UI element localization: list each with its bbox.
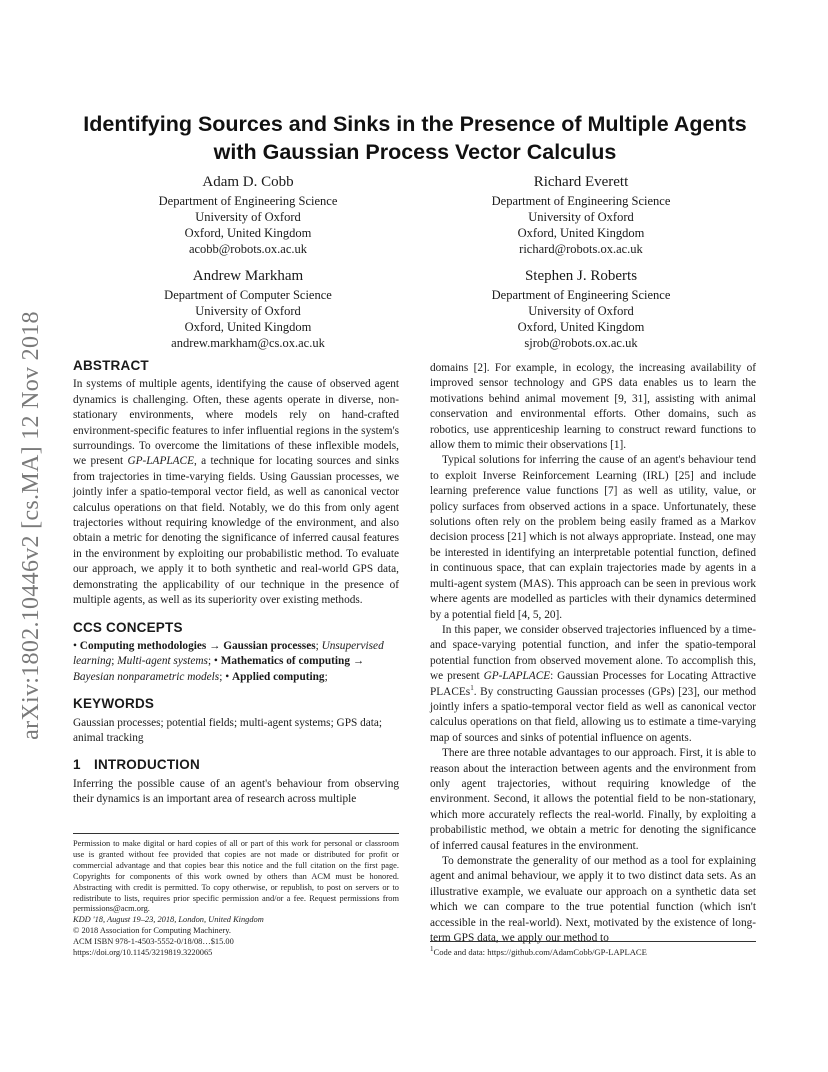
author-department: Department of Computer Science	[164, 288, 332, 302]
paper-title: Identifying Sources and Sinks in the Presence of Multiple Agents with Gaussian Process Vector Calculus	[83, 112, 747, 164]
arxiv-id-text: arXiv:1802.10446v2 [cs.MA] 12 Nov 2018	[17, 310, 44, 740]
body-paragraph: There are three notable advantages to our approach. First, it is able to reason about the interaction between agents and the environment from only agent trajectories, without requiring knowledge of the environment. Second, it allows the potential field to be non-stationary, which more accurately reflects the real-world. Finally, by exploiting a probabilistic method, we obtain a metric for denoting the significance of inferred causal features in the environment.	[430, 747, 756, 852]
paragraph-part: . By constructing Gaussian processes (GPs) [23], our method jointly infers a spatio-temporal vector field as well as canonical vector calculus operations on that field, allowing us to estimate a time-varying map of sources and sinks of potential influence on agents.	[430, 685, 756, 744]
keywords-section	[73, 696, 399, 746]
abstract-heading: ABSTRACT	[73, 358, 149, 373]
ccs-term: Mathematics of computing	[220, 655, 350, 668]
abstract-text-part: , a technique for locating sources and sinks from trajectories in time-varying fields. Using Gaussian processes, we jointly infer a spatio-temporal vector field, as well as canonical vector calculus operations on that field. Notably, we do this from only agent trajectories without requiring knowledge of the environment, and also obtain a metric for denoting the significance of inferred causal features in the environment by exploiting our probabilistic method. To evaluate our approach, we apply it to both synthetic and real-world GPS data, demonstrating the applicability of our technique in the presence of multiple agents, as well as its superiority over existing methods.	[73, 455, 399, 607]
author-name: Andrew Markham	[192, 268, 304, 284]
keywords-heading: KEYWORDS	[73, 696, 155, 712]
permission-notice	[73, 833, 399, 959]
bullet: •	[225, 670, 230, 683]
author-university: University of Oxford	[195, 304, 301, 318]
ccs-term: Unsupervised learning	[73, 639, 384, 668]
ccs-term: Gaussian processes	[223, 639, 316, 652]
separator: ;	[315, 639, 322, 652]
author-location: Oxford, United Kingdom	[517, 226, 645, 240]
ccs-term: Computing methodologies	[79, 639, 207, 652]
introduction-section	[73, 757, 399, 807]
separator: ;	[324, 670, 328, 683]
author-university: University of Oxford	[528, 304, 634, 318]
bullet: •	[73, 639, 77, 652]
author-block-4	[431, 267, 731, 351]
ccs-term: Bayesian nonparametric models	[73, 670, 220, 683]
author-location: Oxford, United Kingdom	[184, 320, 312, 334]
section-number: 1	[73, 757, 81, 773]
bullet: •	[213, 655, 218, 668]
footnote-marker[interactable]: 1	[470, 683, 474, 692]
author-university: University of Oxford	[195, 210, 301, 224]
footnote-text[interactable]: Code and data: https://github.com/AdamCobb/GP-LAPLACE	[433, 947, 647, 957]
permission-text: Permission to make digital or hard copies of all or part of this work for personal or classroom use is granted without fee provided that copies are not made or distributed for profit or commercial advantage and that copies bear this notice and the full citation on the first page. Copyrights for components of this work owned by others than ACM must be honored. Abstracting with credit is permitted. To copy otherwise, or republish, to post on servers or to redistribute to lists, requires prior specific permission and/or a fee. Request permissions from permissions@acm.org.	[73, 839, 399, 914]
ccs-heading: CCS CONCEPTS	[73, 619, 183, 635]
doi-link[interactable]: https://doi.org/10.1145/3219819.3220065	[73, 948, 213, 958]
conference-info: KDD '18, August 19–23, 2018, London, United Kingdom	[73, 915, 264, 925]
author-department: Department of Engineering Science	[158, 194, 338, 208]
author-email: sjrob@robots.ox.ac.uk	[524, 336, 638, 350]
ccs-text	[73, 639, 399, 685]
left-column	[73, 358, 399, 819]
separator: ;	[207, 655, 214, 668]
method-name: GP-LAPLACE	[127, 455, 194, 468]
isbn-line: ACM ISBN 978-1-4503-5552-0/18/08…$15.00	[73, 937, 234, 947]
author-email: richard@robots.ox.ac.uk	[519, 242, 643, 256]
separator: ;	[219, 670, 226, 683]
intro-paragraph: Inferring the possible cause of an agent's behaviour from observing their dynamics is an important area of research across multiple	[73, 777, 399, 806]
abstract-text-part: In systems of multiple agents, identifying the cause of observed agent dynamics is challenging. Often, these agents operate in diverse, non-stationary environments, where models rely on hand-crafted environment-specific features to infer influential regions in the system's surroundings. To overcome the limitations of these inflexible models, we present	[73, 378, 399, 468]
author-email: acobb@robots.ox.ac.uk	[188, 242, 308, 256]
right-column	[430, 361, 756, 946]
arxiv-identifier-stamp	[11, 270, 51, 780]
arrow: →	[209, 639, 221, 652]
body-paragraph: Typical solutions for inferring the cause of an agent's behaviour tend to exploit Inverse Reinforcement Learning (IRL) [25] and include learning preference value functions [7] as well as utility, value, or policy surfaces from observed actions in a space. Unfortunately, these solutions often rely on the problem being easily framed as a Markov decision process [21] which is not always appropriate. Instead, one may be interested in identifying an interpretable potential function, defined in continuous space, that can explain trajectories made by agents in a multi-agent system (MAS). This approach can be seen in previous work where agents are modelled as particles with their dynamics determined by a potential field [4, 5, 20].	[430, 454, 756, 621]
section-title: INTRODUCTION	[94, 757, 200, 773]
method-name: GP-LAPLACE	[483, 670, 551, 683]
body-paragraph	[430, 623, 756, 746]
author-block-3	[98, 267, 398, 351]
keywords-text: Gaussian processes; potential fields; multi-agent systems; GPS data; animal tracking	[73, 716, 383, 744]
author-name: Adam D. Cobb	[202, 174, 294, 190]
author-department: Department of Engineering Science	[491, 194, 671, 208]
author-department: Department of Engineering Science	[491, 288, 671, 302]
abstract-section	[73, 358, 399, 609]
author-location: Oxford, United Kingdom	[184, 226, 312, 240]
body-paragraph: domains [2]. For example, in ecology, the increasing availability of improved sensor technology and GPS data enables us to learn the motivations behind animal movement [9, 31], assisting with animal conservation and environmental efforts. Other domains, such as robotics, use apprenticeship learning to construct reward functions to allow them to mimic their observations [1].	[430, 362, 756, 452]
footnote	[430, 941, 756, 958]
separator: ;	[111, 655, 118, 668]
copyright-line: © 2018 Association for Computing Machinery.	[73, 926, 231, 936]
body-paragraph: To demonstrate the generality of our method as a tool for explaining agent and animal behaviour, we apply it to two distinct data sets. As an illustrative example, we evaluate our approach on a synthetic data set which we can compare to the true potential function (which isn't accessible in the real-world). Next, motivated by the existence of long-term GPS data, we apply our method to	[430, 855, 756, 945]
abstract-text	[73, 377, 399, 608]
ccs-term: Multi-agent systems	[117, 655, 208, 668]
ccs-concepts-section	[73, 620, 399, 686]
author-email: andrew.markham@cs.ox.ac.uk	[171, 336, 325, 350]
footnote-number: 1	[430, 945, 434, 954]
author-name: Richard Everett	[533, 174, 629, 190]
introduction-heading	[73, 757, 399, 772]
paragraph-part: In this paper, we consider observed trajectories influenced by a time- and space-varying potential function, and infer the spatio-temporal potential function from observed movement alone. To accomplish this, we present	[430, 623, 756, 683]
author-university: University of Oxford	[528, 210, 634, 224]
author-location: Oxford, United Kingdom	[517, 320, 645, 334]
author-name: Stephen J. Roberts	[524, 268, 638, 284]
paragraph-part: : Gaussian Processes for Locating Attractive PLACEs	[430, 670, 756, 698]
author-block-1	[98, 173, 398, 257]
author-block-2	[431, 173, 731, 257]
arrow: →	[352, 655, 365, 668]
ccs-term: Applied computing	[231, 670, 325, 683]
